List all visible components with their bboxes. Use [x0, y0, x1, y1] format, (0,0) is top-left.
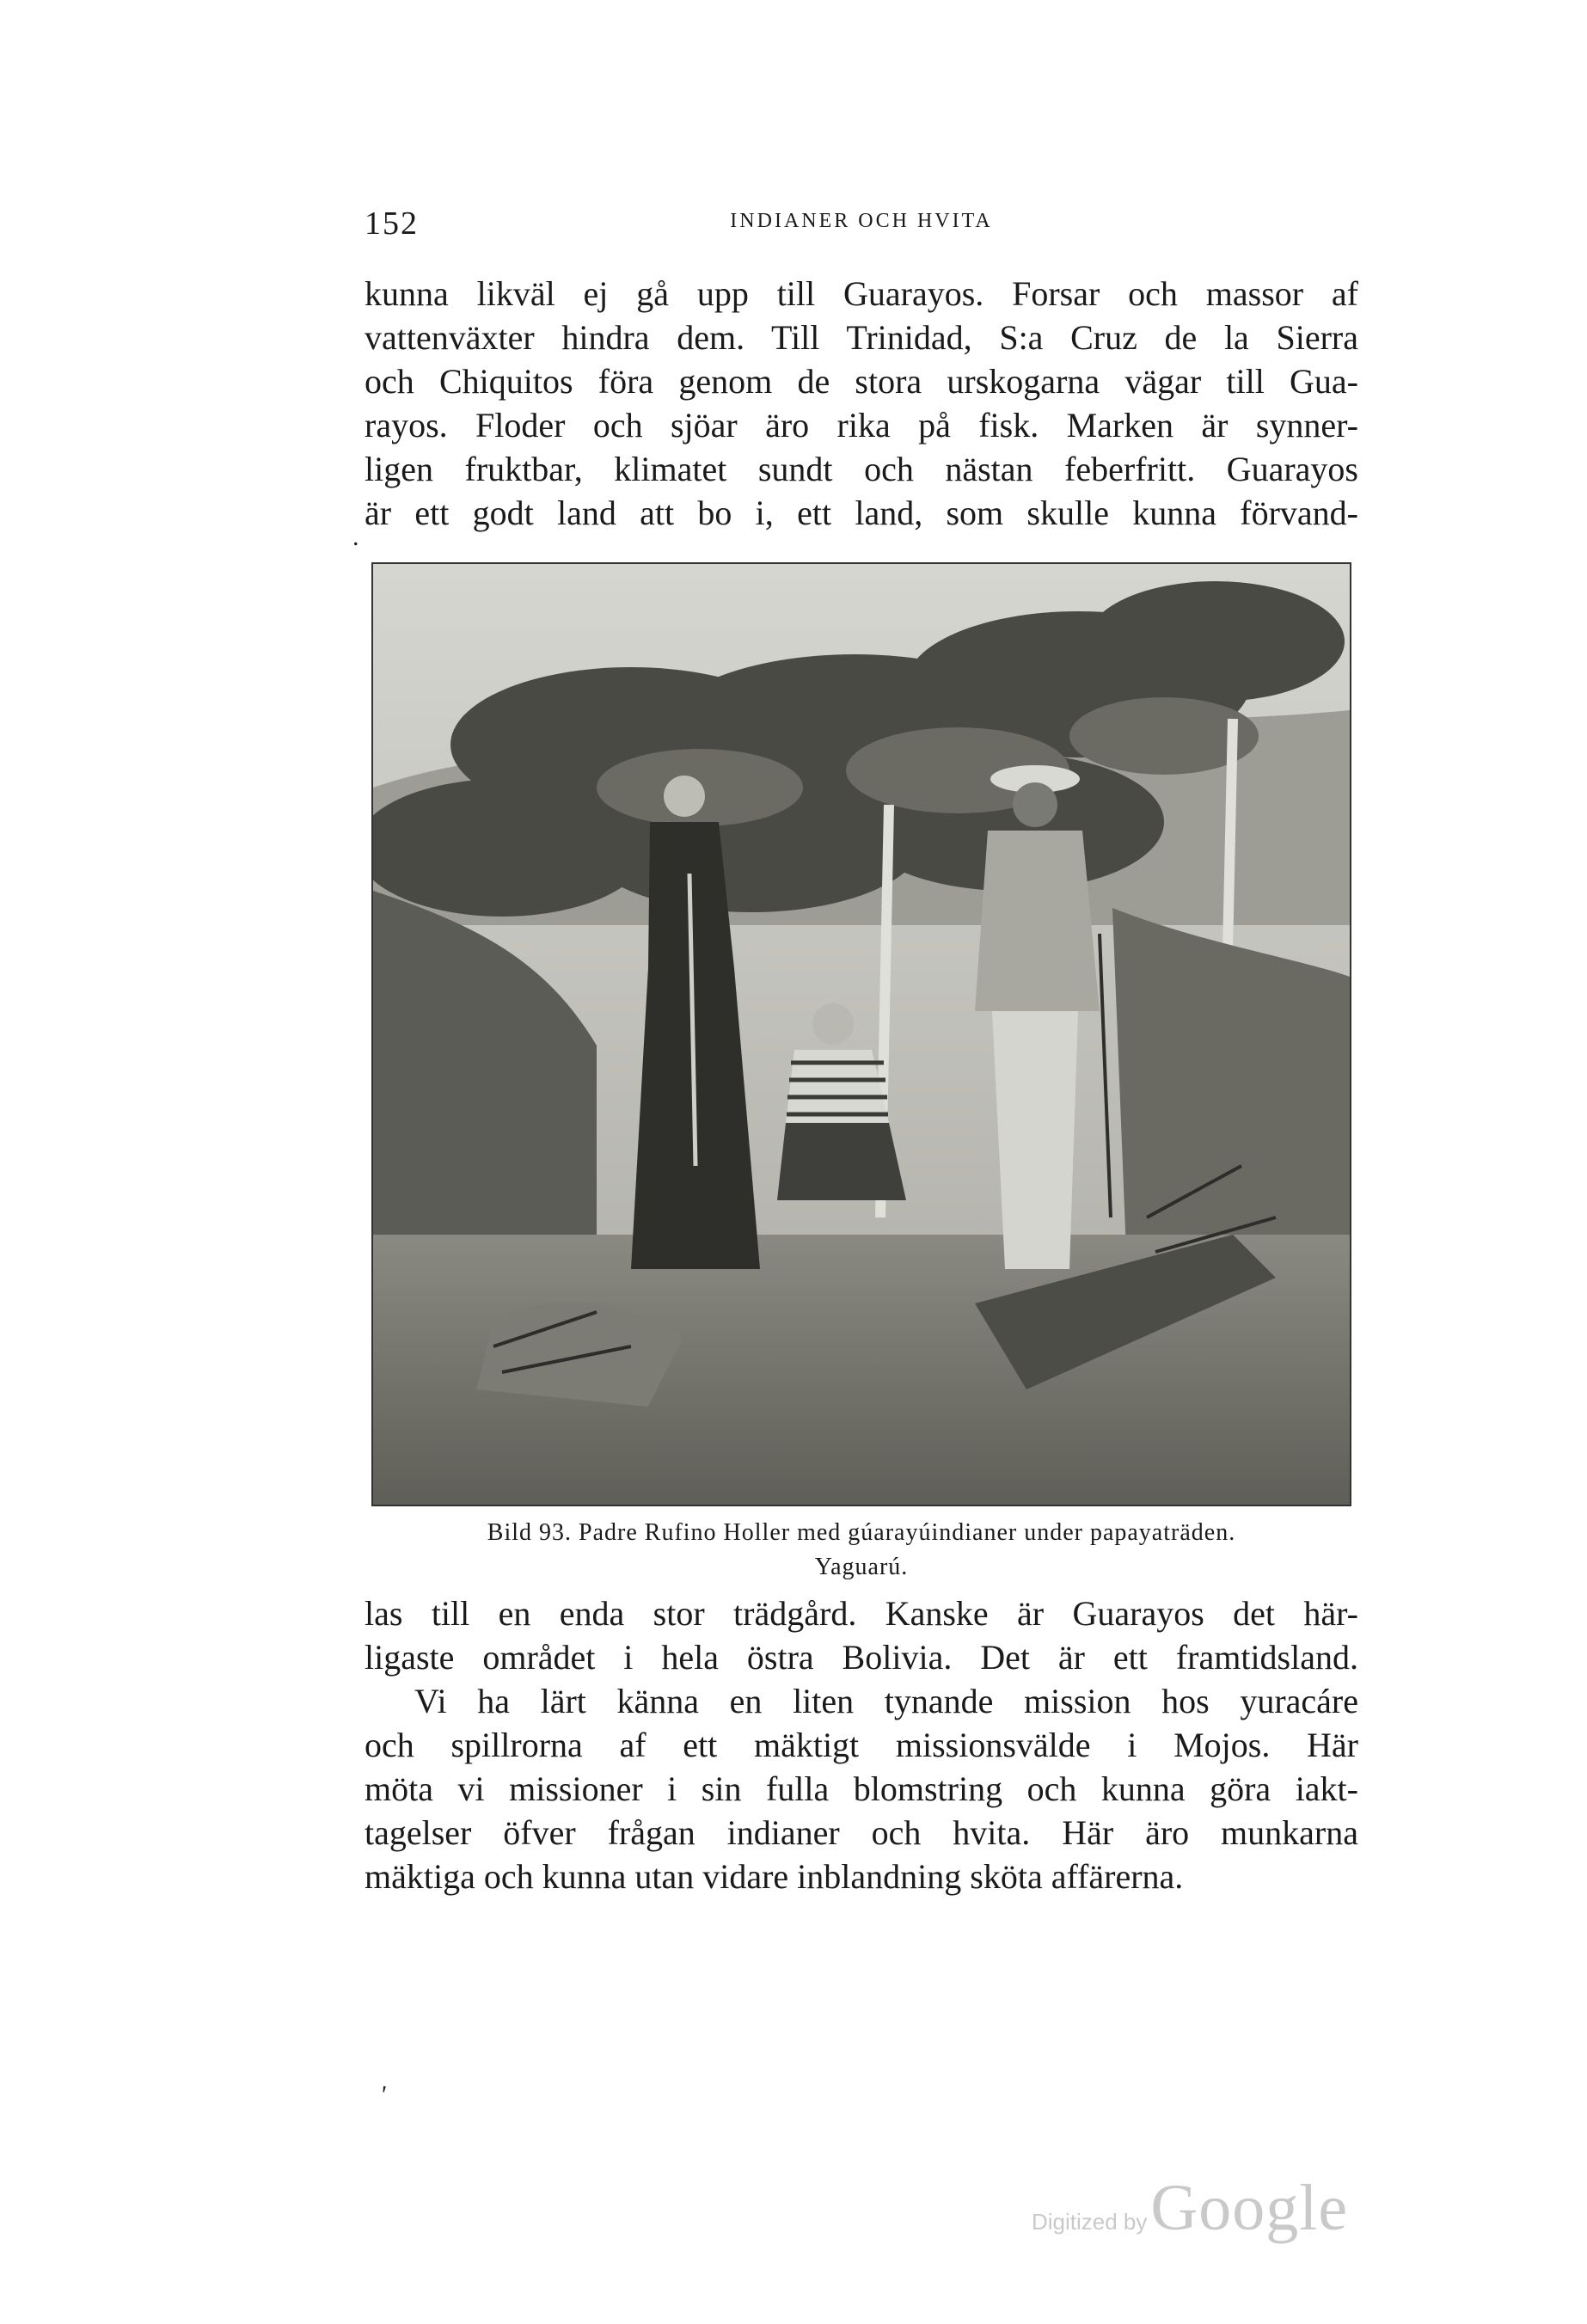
caption-line-2: Yaguarú.	[814, 1554, 909, 1580]
text-line: tagelser öfver frågan indianer och hvita. Här äro munkarna	[365, 1813, 1358, 1852]
print-speck: .	[352, 523, 359, 551]
figure-caption	[365, 1516, 1358, 1585]
photo-illustration	[373, 564, 1350, 1505]
text-line: vattenväxter hindra dem. Till Trinidad, S:a Cruz de la Sierra	[365, 318, 1358, 357]
text-line: Vi ha lärt känna en liten tynande mission hos yuracáre	[414, 1682, 1358, 1720]
digitized-watermark	[1032, 2171, 1348, 2246]
paragraph-next	[365, 1679, 1358, 1898]
text-line: möta vi missioner i sin fulla blomstring och kunna göra iakt-	[365, 1769, 1358, 1808]
page-number: 152	[365, 205, 419, 242]
watermark-prefix: Digitized by	[1032, 2209, 1148, 2235]
text-line: mäktiga och kunna utan vidare inblandning sköta affärerna.	[365, 1857, 1184, 1896]
text-line: ligen fruktbar, klimatet sundt och nästan feberfritt. Guarayos	[365, 450, 1358, 488]
watermark-brand: Google	[1150, 2172, 1349, 2244]
text-line: är ett godt land att bo i, ett land, som skulle kunna förvand-	[365, 494, 1358, 532]
running-head: INDIANER OCH HVITA	[730, 210, 993, 232]
paragraph-top	[365, 272, 1358, 535]
figure-photograph	[371, 562, 1351, 1506]
caption-line-1: Bild 93. Padre Rufino Holler med gúarayúindianer under papayaträden.	[487, 1519, 1236, 1546]
text-line: och Chiquitos föra genom de stora urskogarna vägar till Gua-	[365, 362, 1358, 401]
paragraph-continued	[365, 1591, 1358, 1679]
text-line: kunna likväl ej gå upp till Guarayos. Forsar och massor af	[365, 274, 1358, 313]
stray-mark: '	[380, 2081, 386, 2109]
page-header	[365, 205, 1358, 248]
text-line: ligaste området i hela östra Bolivia. Det är ett framtidsland.	[365, 1638, 1358, 1677]
text-line: och spillrorna af ett mäktigt missionsvälde i Mojos. Här	[365, 1726, 1358, 1764]
text-line: las till en enda stor trädgård. Kanske är Guarayos det här-	[365, 1594, 1358, 1633]
text-line: rayos. Floder och sjöar äro rika på fisk. Marken är synner-	[365, 406, 1358, 445]
